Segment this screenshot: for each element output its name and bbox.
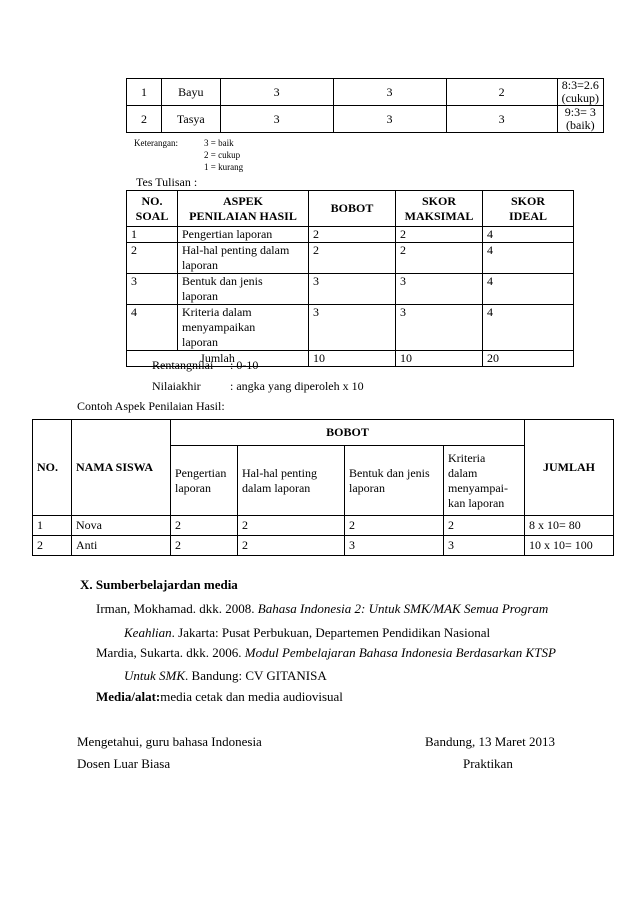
- table-total-row: Jumlah 10 10 20: [127, 351, 574, 367]
- table-row: 2 Hal-hal penting dalam laporan 2 2 4: [127, 243, 574, 274]
- keterangan-label: Keterangan:: [134, 138, 178, 148]
- table-header: NO. SOAL ASPEK PENILAIAN HASIL BOBOT SKOR MAKSIMAL SKOR IDEAL: [127, 191, 574, 227]
- signature-right-2: Praktikan: [463, 756, 513, 771]
- signature-right-1: Bandung, 13 Maret 2013: [425, 734, 555, 749]
- signature-left-2: Dosen Luar Biasa: [77, 756, 171, 771]
- tes-tulisan-title: Tes Tulisan :: [136, 175, 198, 189]
- sumber-heading: X. Sumberbelajardan media: [80, 577, 238, 592]
- table-row: 1 Bayu 3 3 2 8:3=2.6 (cukup): [127, 79, 604, 106]
- reference-1: Irman, Mokhamad. dkk. 2008. Bahasa Indonesia 2: Untuk SMK/MAK Semua Program: [96, 601, 549, 616]
- tes-tulisan-table: [126, 190, 574, 367]
- nilai-value: : angka yang diperoleh x 10: [230, 379, 364, 393]
- table-row: 2 Anti 2 2 3 3 10 x 10= 100: [33, 536, 614, 556]
- keterangan-line: 3 = baik: [204, 138, 234, 148]
- reference-2-cont: Untuk SMK. Bandung: CV GITANISA: [124, 668, 327, 683]
- table-row: 1 Nova 2 2 2 2 8 x 10= 80: [33, 516, 614, 536]
- nilai-label: Nilaiakhir: [152, 379, 201, 393]
- keterangan-line: 1 = kurang: [204, 162, 244, 172]
- table-row: 2 Tasya 3 3 3 9:3= 3 (baik): [127, 106, 604, 133]
- rentang-value: : 0-10: [230, 358, 259, 372]
- score-table-1: [126, 78, 604, 133]
- reference-2: Mardia, Sukarta. dkk. 2006. Modul Pembelajaran Bahasa Indonesia Berdasarkan KTSP: [96, 645, 556, 660]
- contoh-table: NO. NAMA SISWA BOBOT JUMLAH Pengertian laporan Hal-hal penting dalam laporan Bentuk dan jenis laporan Kriteria dalam menyampai- kan laporan 1 Nova 2 2 2 2 8 x 10= 80 2 Anti 2 2 3 3 10 x 10= 100: [32, 419, 614, 556]
- table-row: 1 Pengertian laporan 2 2 4: [127, 227, 574, 243]
- media-line: Media/alat:media cetak dan media audiovisual: [96, 689, 343, 704]
- table-row: 4 Kriteria dalam menyampaikan laporan 3 3 4: [127, 305, 574, 351]
- table-row: 3 Bentuk dan jenis laporan 3 3 4: [127, 274, 574, 305]
- keterangan-line: 2 = cukup: [204, 150, 241, 160]
- contoh-title: Contoh Aspek Penilaian Hasil:: [77, 399, 225, 413]
- signature-left-1: Mengetahui, guru bahasa Indonesia: [77, 734, 262, 749]
- reference-1-cont: Keahlian. Jakarta: Pusat Perbukuan, Departemen Pendidikan Nasional: [124, 625, 491, 640]
- rentang-label: Rentangnilai: [152, 358, 214, 372]
